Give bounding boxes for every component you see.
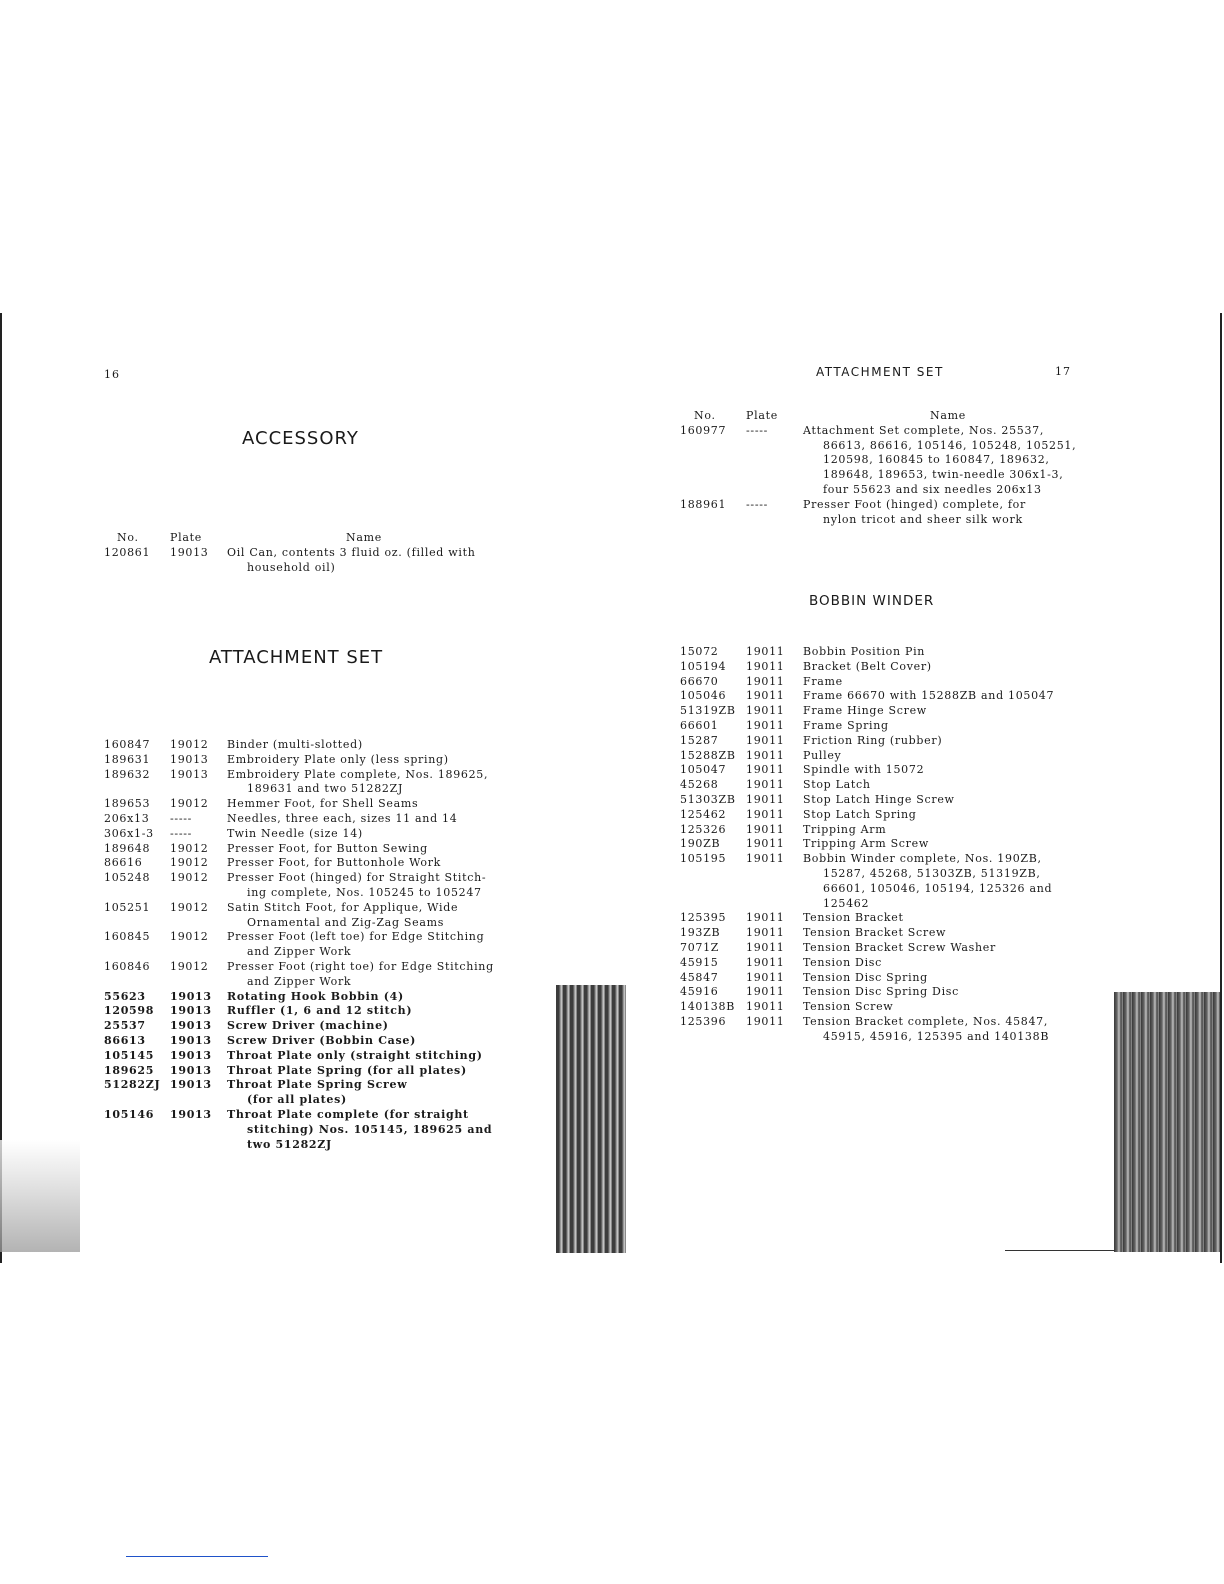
- plate-number: 19011: [746, 659, 785, 673]
- table-row-continuation: [678, 453, 1118, 468]
- part-name: Tension Bracket complete, Nos. 45847,: [803, 1014, 1049, 1028]
- part-number: 105251: [104, 900, 151, 914]
- table-row-continuation: [678, 439, 1118, 454]
- part-number: 206x13: [104, 811, 150, 825]
- part-name: Presser Foot, for Buttonhole Work: [227, 856, 442, 870]
- part-number: 120861: [104, 545, 151, 559]
- part-number: 125395: [680, 911, 727, 925]
- part-name: Tension Disc Spring Disc: [803, 985, 960, 999]
- col-plate-header: Plate: [170, 531, 202, 544]
- table-row: [678, 985, 1118, 1000]
- table-row: [678, 704, 1118, 719]
- table-row: [100, 1049, 520, 1064]
- part-number: 25537: [104, 1019, 146, 1033]
- part-number: 105046: [680, 689, 727, 703]
- table-row: [100, 768, 520, 783]
- part-number: 189631: [104, 752, 151, 766]
- table-row: [100, 871, 520, 886]
- table-row: [100, 738, 520, 753]
- attachment-set-cont-table: [678, 409, 1118, 527]
- part-name: Frame 66670 with 15288ZB and 105047: [803, 689, 1055, 703]
- part-number: 193ZB: [680, 926, 721, 940]
- plate-number: 19013: [170, 1078, 212, 1092]
- part-name: Stop Latch Hinge Screw: [803, 792, 955, 806]
- plate-number: 19011: [746, 689, 785, 703]
- part-name: Twin Needle (size 14): [227, 826, 363, 840]
- part-number: 86613: [104, 1033, 146, 1047]
- part-name: Screw Driver (Bobbin Case): [227, 1033, 416, 1047]
- part-number: 105145: [104, 1048, 155, 1062]
- part-number: 125396: [680, 1014, 727, 1028]
- table-row: [100, 812, 520, 827]
- page-number-left: 16: [104, 368, 120, 381]
- part-number: 7071Z: [680, 940, 720, 954]
- part-name: Presser Foot (hinged) for Straight Stitch-: [227, 871, 487, 885]
- accessory-table-header: [100, 531, 500, 546]
- plate-number: 19013: [170, 1107, 212, 1121]
- col-name-header: Name: [346, 531, 382, 544]
- part-name: Frame Spring: [803, 718, 889, 732]
- part-name: Frame: [803, 674, 843, 688]
- table-row: [678, 823, 1118, 838]
- part-name: Pulley: [803, 748, 842, 762]
- part-name-continued: and Zipper Work: [247, 974, 352, 988]
- table-row: [100, 827, 520, 842]
- table-row: [678, 911, 1118, 926]
- part-number: 140138B: [680, 1000, 735, 1014]
- part-name: Presser Foot, for Button Sewing: [227, 841, 428, 855]
- part-number: 66670: [680, 674, 719, 688]
- plate-number: 19011: [746, 1014, 785, 1028]
- plate-number: 19012: [170, 900, 209, 914]
- plate-number: 19011: [746, 733, 785, 747]
- part-name: Hemmer Foot, for Shell Seams: [227, 797, 419, 811]
- part-number: 188961: [680, 497, 727, 511]
- part-name: Throat Plate only (straight stitching): [227, 1048, 483, 1062]
- plate-number: 19013: [170, 989, 212, 1003]
- bottom-rule: [1005, 1250, 1115, 1251]
- col-name-header: Name: [930, 409, 966, 422]
- part-name: Throat Plate complete (for straight: [227, 1107, 469, 1121]
- part-name: Screw Driver (machine): [227, 1019, 389, 1033]
- plate-number: 19013: [170, 767, 209, 781]
- table-row-continuation: [678, 1030, 1118, 1045]
- plate-number: 19011: [746, 645, 785, 658]
- table-row: [678, 941, 1118, 956]
- part-name: Presser Foot (right toe) for Edge Stitching: [227, 959, 494, 973]
- part-name: Presser Foot (left toe) for Edge Stitching: [227, 930, 485, 944]
- part-name: Embroidery Plate only (less spring): [227, 752, 449, 766]
- part-number: 51282ZJ: [104, 1078, 161, 1092]
- part-number: 45916: [680, 985, 719, 999]
- part-number: 45847: [680, 970, 719, 984]
- plate-number: 19011: [746, 674, 785, 688]
- part-name: Tension Disc Spring: [803, 970, 928, 984]
- part-name: Needles, three each, sizes 11 and 14: [227, 811, 458, 825]
- part-number: 15287: [680, 733, 719, 747]
- plate-number: 19013: [170, 752, 209, 766]
- plate-number: 19011: [746, 837, 785, 851]
- part-number: 306x1-3: [104, 826, 154, 840]
- plate-number: 19011: [746, 926, 785, 940]
- table-row: [100, 1034, 520, 1049]
- part-name: Tension Screw: [803, 1000, 894, 1014]
- plate-number: 19013: [170, 1048, 212, 1062]
- part-number: 51303ZB: [680, 792, 736, 806]
- part-name-continued: household oil): [247, 560, 336, 574]
- table-row: [100, 842, 520, 857]
- col-plate-header: Plate: [746, 409, 778, 422]
- table-row-continuation: [678, 882, 1118, 897]
- part-name: Presser Foot (hinged) complete, for: [803, 497, 1026, 511]
- table-row-continuation: [100, 975, 520, 990]
- attachment-set-table: [100, 738, 520, 1152]
- plate-number: 19013: [170, 1019, 212, 1033]
- table-row-continuation: [678, 897, 1118, 912]
- table-row: [678, 926, 1118, 941]
- plate-number: 19011: [746, 822, 785, 836]
- plate-number: 19013: [170, 1063, 212, 1077]
- part-name-continued: 189648, 189653, twin-needle 306x1-3,: [823, 468, 1064, 482]
- plate-number: 19011: [746, 748, 785, 762]
- part-name-continued: stitching) Nos. 105145, 189625 and: [247, 1122, 493, 1136]
- part-number: 160845: [104, 930, 151, 944]
- table-row: [100, 901, 520, 916]
- part-number: 105047: [680, 763, 727, 777]
- table-row: [100, 990, 520, 1005]
- part-name: Tripping Arm: [803, 822, 887, 836]
- plate-number: 19012: [170, 959, 209, 973]
- table-row: [100, 930, 520, 945]
- table-row: [678, 719, 1118, 734]
- part-name: Throat Plate Spring Screw: [227, 1078, 408, 1092]
- page-edge-left: [0, 313, 2, 1263]
- table-row-continuation: [678, 513, 1118, 528]
- part-name-continued: (for all plates): [247, 1093, 347, 1107]
- table-row: [678, 763, 1118, 778]
- table-row-continuation: [100, 561, 500, 576]
- bobbin-winder-table: [678, 645, 1118, 1045]
- plate-number: 19012: [170, 738, 209, 751]
- scan-artifact-gutter: [556, 985, 626, 1253]
- part-number: 15288ZB: [680, 748, 736, 762]
- table-row-continuation: [100, 1123, 520, 1138]
- table-row: [100, 1019, 520, 1034]
- part-number: 125462: [680, 807, 727, 821]
- plate-number: 19011: [746, 704, 785, 718]
- table-row: [678, 971, 1118, 986]
- table-row: [678, 793, 1118, 808]
- part-name: Stop Latch Spring: [803, 807, 917, 821]
- table-row: [678, 645, 1118, 660]
- col-no-header: No.: [694, 409, 716, 422]
- part-number: 125326: [680, 822, 727, 836]
- part-name: Tension Bracket Screw Washer: [803, 940, 996, 954]
- plate-number: 19011: [746, 718, 785, 732]
- part-name-continued: Ornamental and Zig-Zag Seams: [247, 915, 445, 929]
- part-name: Tension Bracket: [803, 911, 904, 925]
- part-name-continued: four 55623 and six needles 206x13: [823, 482, 1042, 496]
- plate-number: 19011: [746, 807, 785, 821]
- table-row: [678, 660, 1118, 675]
- part-name: Friction Ring (rubber): [803, 733, 943, 747]
- part-name-continued: 66601, 105046, 105194, 125326 and: [823, 881, 1053, 895]
- plate-number: -----: [170, 826, 193, 840]
- table-row-continuation: [100, 782, 520, 797]
- attachment-set-cont-header: [678, 409, 1118, 424]
- part-name: Tension Bracket Screw: [803, 926, 947, 940]
- plate-number: 19011: [746, 778, 785, 792]
- part-number: 160847: [104, 738, 151, 751]
- plate-number: 19013: [170, 1033, 212, 1047]
- table-row: [100, 1108, 520, 1123]
- table-row-continuation: [100, 1138, 520, 1153]
- part-number: 120598: [104, 1004, 155, 1018]
- part-number: 105248: [104, 871, 151, 885]
- plate-number: 19012: [170, 930, 209, 944]
- part-name: Bobbin Winder complete, Nos. 190ZB,: [803, 852, 1042, 866]
- attachment-set-heading: ATTACHMENT SET: [209, 647, 384, 668]
- table-row: [678, 424, 1118, 439]
- part-name: Bobbin Position Pin: [803, 645, 926, 658]
- part-number: 190ZB: [680, 837, 721, 851]
- plate-number: 19011: [746, 852, 785, 866]
- page-edge-right: [1220, 313, 1222, 1263]
- part-name: Binder (multi-slotted): [227, 738, 363, 751]
- part-number: 105194: [680, 659, 727, 673]
- part-name: Throat Plate Spring (for all plates): [227, 1063, 467, 1077]
- part-name-continued: ing complete, Nos. 105245 to 105247: [247, 885, 482, 899]
- part-name-continued: 120598, 160845 to 160847, 189632,: [823, 453, 1050, 467]
- part-number: 160846: [104, 959, 151, 973]
- plate-number: 19012: [170, 871, 209, 885]
- part-number: 189648: [104, 841, 151, 855]
- plate-number: 19011: [746, 792, 785, 806]
- table-row: [100, 856, 520, 871]
- part-name-continued: 125462: [823, 896, 870, 910]
- plate-number: 19011: [746, 911, 785, 925]
- part-name-continued: nylon tricot and sheer silk work: [823, 512, 1023, 526]
- table-row: [100, 1078, 520, 1093]
- table-row: [678, 734, 1118, 749]
- table-row-continuation: [100, 945, 520, 960]
- table-row-continuation: [678, 483, 1118, 498]
- plate-number: 19011: [746, 985, 785, 999]
- plate-number: -----: [746, 423, 769, 437]
- table-row: [678, 498, 1118, 513]
- part-name: Tripping Arm Screw: [803, 837, 929, 851]
- table-row: [100, 1064, 520, 1079]
- scan-artifact-left: [0, 1140, 80, 1252]
- table-row-continuation: [100, 1093, 520, 1108]
- part-number: 66601: [680, 718, 719, 732]
- table-row: [678, 1000, 1118, 1015]
- plate-number: 19012: [170, 797, 209, 811]
- table-row: [678, 837, 1118, 852]
- table-row: [678, 749, 1118, 764]
- part-number: 15072: [680, 645, 719, 658]
- table-row-continuation: [678, 468, 1118, 483]
- plate-number: 19011: [746, 940, 785, 954]
- table-row: [100, 960, 520, 975]
- part-name-continued: 86613, 86616, 105146, 105248, 105251,: [823, 438, 1077, 452]
- part-name-continued: and Zipper Work: [247, 945, 352, 959]
- plate-number: 19012: [170, 841, 209, 855]
- part-name: Satin Stitch Foot, for Applique, Wide: [227, 900, 459, 914]
- part-number: 51319ZB: [680, 704, 736, 718]
- part-number: 55623: [104, 989, 146, 1003]
- accessory-heading: ACCESSORY: [242, 428, 359, 449]
- part-name: Attachment Set complete, Nos. 25537,: [803, 423, 1045, 437]
- table-row: [100, 1004, 520, 1019]
- part-number: 105146: [104, 1107, 155, 1121]
- part-number: 105195: [680, 852, 727, 866]
- part-number: 45268: [680, 778, 719, 792]
- table-row: [678, 852, 1118, 867]
- page-number-right: 17: [1055, 365, 1071, 378]
- table-row: [678, 956, 1118, 971]
- part-name: Tension Disc: [803, 955, 882, 969]
- plate-number: 19012: [170, 856, 209, 870]
- part-name: Rotating Hook Bobbin (4): [227, 989, 404, 1003]
- part-name-continued: 189631 and two 51282ZJ: [247, 782, 404, 796]
- table-row: [100, 797, 520, 812]
- accessory-table: [100, 531, 500, 575]
- part-name: Embroidery Plate complete, Nos. 189625,: [227, 767, 489, 781]
- part-name: Spindle with 15072: [803, 763, 925, 777]
- plate-number: -----: [170, 811, 193, 825]
- table-row: [678, 808, 1118, 823]
- part-number: 189632: [104, 767, 151, 781]
- table-row-continuation: [100, 886, 520, 901]
- table-row: [100, 753, 520, 768]
- part-name: Bracket (Belt Cover): [803, 659, 932, 673]
- bobbin-winder-heading: BOBBIN WINDER: [809, 593, 935, 609]
- table-row: [678, 1015, 1118, 1030]
- part-number: 45915: [680, 955, 719, 969]
- part-name: Frame Hinge Screw: [803, 704, 927, 718]
- table-row-continuation: [678, 867, 1118, 882]
- plate-number: 19011: [746, 970, 785, 984]
- part-number: 86616: [104, 856, 143, 870]
- part-number: 189653: [104, 797, 151, 811]
- part-name-continued: 15287, 45268, 51303ZB, 51319ZB,: [823, 866, 1041, 880]
- running-head: ATTACHMENT SET: [816, 365, 944, 379]
- part-name: Stop Latch: [803, 778, 871, 792]
- part-number: 160977: [680, 423, 727, 437]
- table-row-continuation: [100, 916, 520, 931]
- plate-number: 19013: [170, 545, 209, 559]
- table-row: [678, 689, 1118, 704]
- part-number: 189625: [104, 1063, 155, 1077]
- table-row: [678, 778, 1118, 793]
- part-name: Oil Can, contents 3 fluid oz. (filled with: [227, 545, 476, 559]
- table-row: [678, 675, 1118, 690]
- scan-artifact-right: [1114, 992, 1220, 1252]
- col-no-header: No.: [117, 531, 139, 544]
- plate-number: 19011: [746, 955, 785, 969]
- part-name-continued: two 51282ZJ: [247, 1137, 332, 1151]
- plate-number: 19013: [170, 1004, 212, 1018]
- plate-number: 19011: [746, 1000, 785, 1014]
- plate-number: -----: [746, 497, 769, 511]
- footer-link-underline: [126, 1556, 268, 1557]
- table-row: [100, 546, 500, 561]
- part-name: Ruffler (1, 6 and 12 stitch): [227, 1004, 413, 1018]
- part-name-continued: 45915, 45916, 125395 and 140138B: [823, 1029, 1050, 1043]
- plate-number: 19011: [746, 763, 785, 777]
